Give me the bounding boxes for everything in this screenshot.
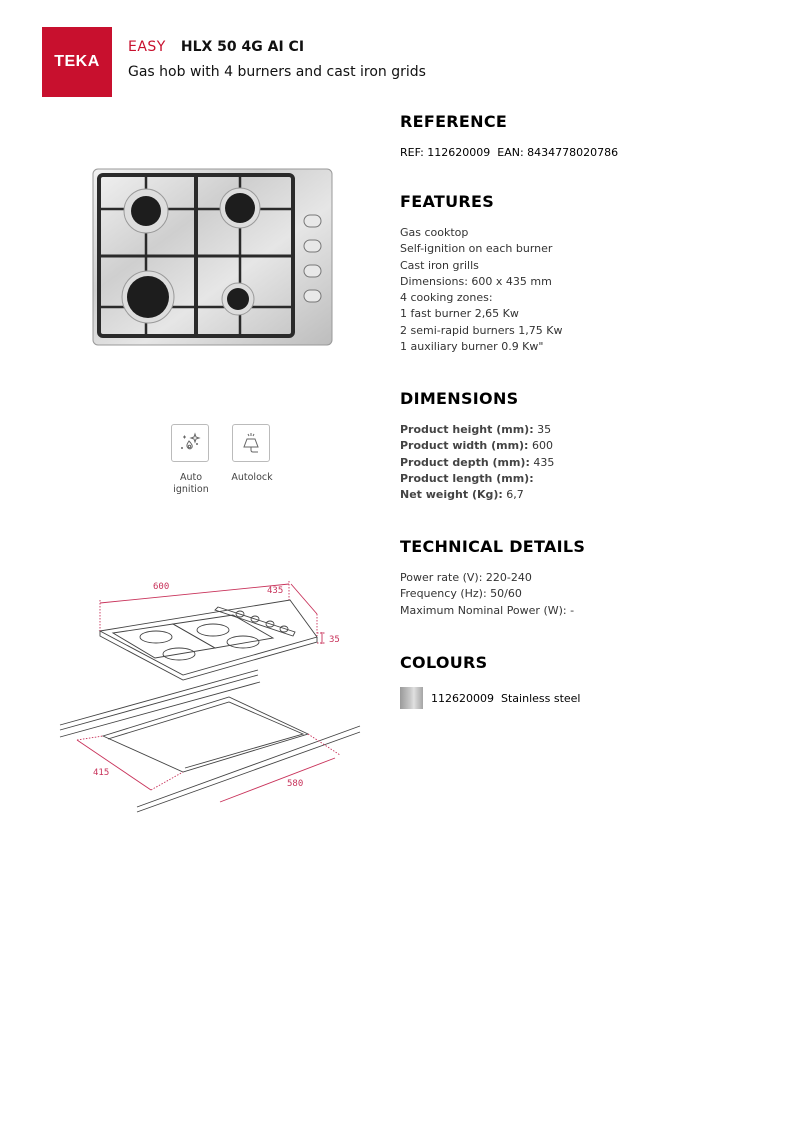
model-name: HLX 50 4G AI CI — [180, 39, 305, 55]
depth-dimension: 435 — [267, 586, 284, 596]
feature-item: Dimensions: 600 x 435 mm — [400, 274, 552, 288]
logo-text: TEKA — [54, 53, 100, 70]
product-subtitle: Gas hob with 4 burners and cast iron grids — [128, 64, 426, 80]
product-heading — [128, 39, 304, 55]
dimension-value: 600 — [531, 439, 553, 453]
feature-item: 4 cooking zones: — [400, 291, 493, 305]
technical-item: Power rate (V): 220-240 — [400, 571, 532, 584]
feature-item: Self-ignition on each burner — [400, 242, 553, 256]
dimension-label: Product depth (mm): — [400, 455, 530, 469]
dimension-label: Product length (mm): — [400, 471, 534, 485]
feature-item: Cast iron grills — [400, 258, 479, 272]
dimension-value: 435 — [533, 455, 555, 469]
technical-title: TECHNICAL DETAILS — [400, 537, 586, 556]
autolock-icon — [232, 424, 270, 462]
product-image — [92, 168, 333, 346]
auto-ignition-label — [166, 472, 216, 495]
dimension-row-length — [400, 471, 780, 487]
teka-logo — [42, 27, 112, 97]
auto-ignition-label-line2: ignition — [173, 483, 209, 495]
colour-item — [400, 687, 780, 709]
dimension-drawing — [55, 572, 365, 817]
feature-item: Gas cooktop — [400, 226, 469, 239]
dimension-label: Net weight (Kg): — [400, 488, 503, 502]
features-title: FEATURES — [400, 192, 495, 211]
feature-item: 1 auxiliary burner 0.9 Kw" — [400, 340, 544, 354]
colour-name: Stainless steel — [501, 691, 581, 705]
feature-item: 1 fast burner 2,65 Kw — [400, 307, 519, 321]
colour-swatch — [400, 687, 423, 709]
cutout-width-dimension: 580 — [287, 779, 304, 789]
dimension-value: 35 — [537, 423, 552, 436]
auto-ignition-label-line1: Auto — [179, 472, 203, 483]
features-section — [400, 192, 780, 355]
auto-ignition-icon — [171, 424, 209, 462]
technical-item: Maximum Nominal Power (W): - — [400, 603, 575, 617]
dimensions-title: DIMENSIONS — [400, 389, 519, 408]
cutout-depth-dimension: 415 — [93, 768, 110, 778]
dimension-row-width — [400, 438, 780, 454]
feature-autolock — [232, 424, 272, 462]
reference-section — [400, 112, 780, 159]
colours-section — [400, 653, 780, 709]
colour-code: 112620009 — [431, 691, 494, 705]
dimension-value: 6,7 — [506, 488, 524, 502]
dimension-label: Product height (mm): — [400, 423, 534, 436]
technical-section — [400, 537, 780, 619]
reference-title: REFERENCE — [400, 112, 508, 131]
autolock-label: Autolock — [231, 472, 273, 483]
dimension-row-weight — [400, 487, 780, 503]
series-name: EASY — [128, 39, 166, 55]
technical-item: Frequency (Hz): 50/60 — [400, 587, 522, 601]
dimensions-section — [400, 389, 780, 503]
height-dimension: 35 — [329, 635, 340, 645]
feature-auto-ignition — [171, 424, 211, 462]
dimension-label: Product width (mm): — [400, 439, 529, 453]
colours-title: COLOURS — [400, 653, 488, 672]
dimension-row-height — [400, 422, 780, 438]
feature-item: 2 semi-rapid burners 1,75 Kw — [400, 323, 563, 337]
reference-text: REF: 112620009 EAN: 8434778020786 — [400, 146, 619, 159]
width-dimension: 600 — [153, 582, 170, 592]
dimension-row-depth — [400, 455, 780, 471]
